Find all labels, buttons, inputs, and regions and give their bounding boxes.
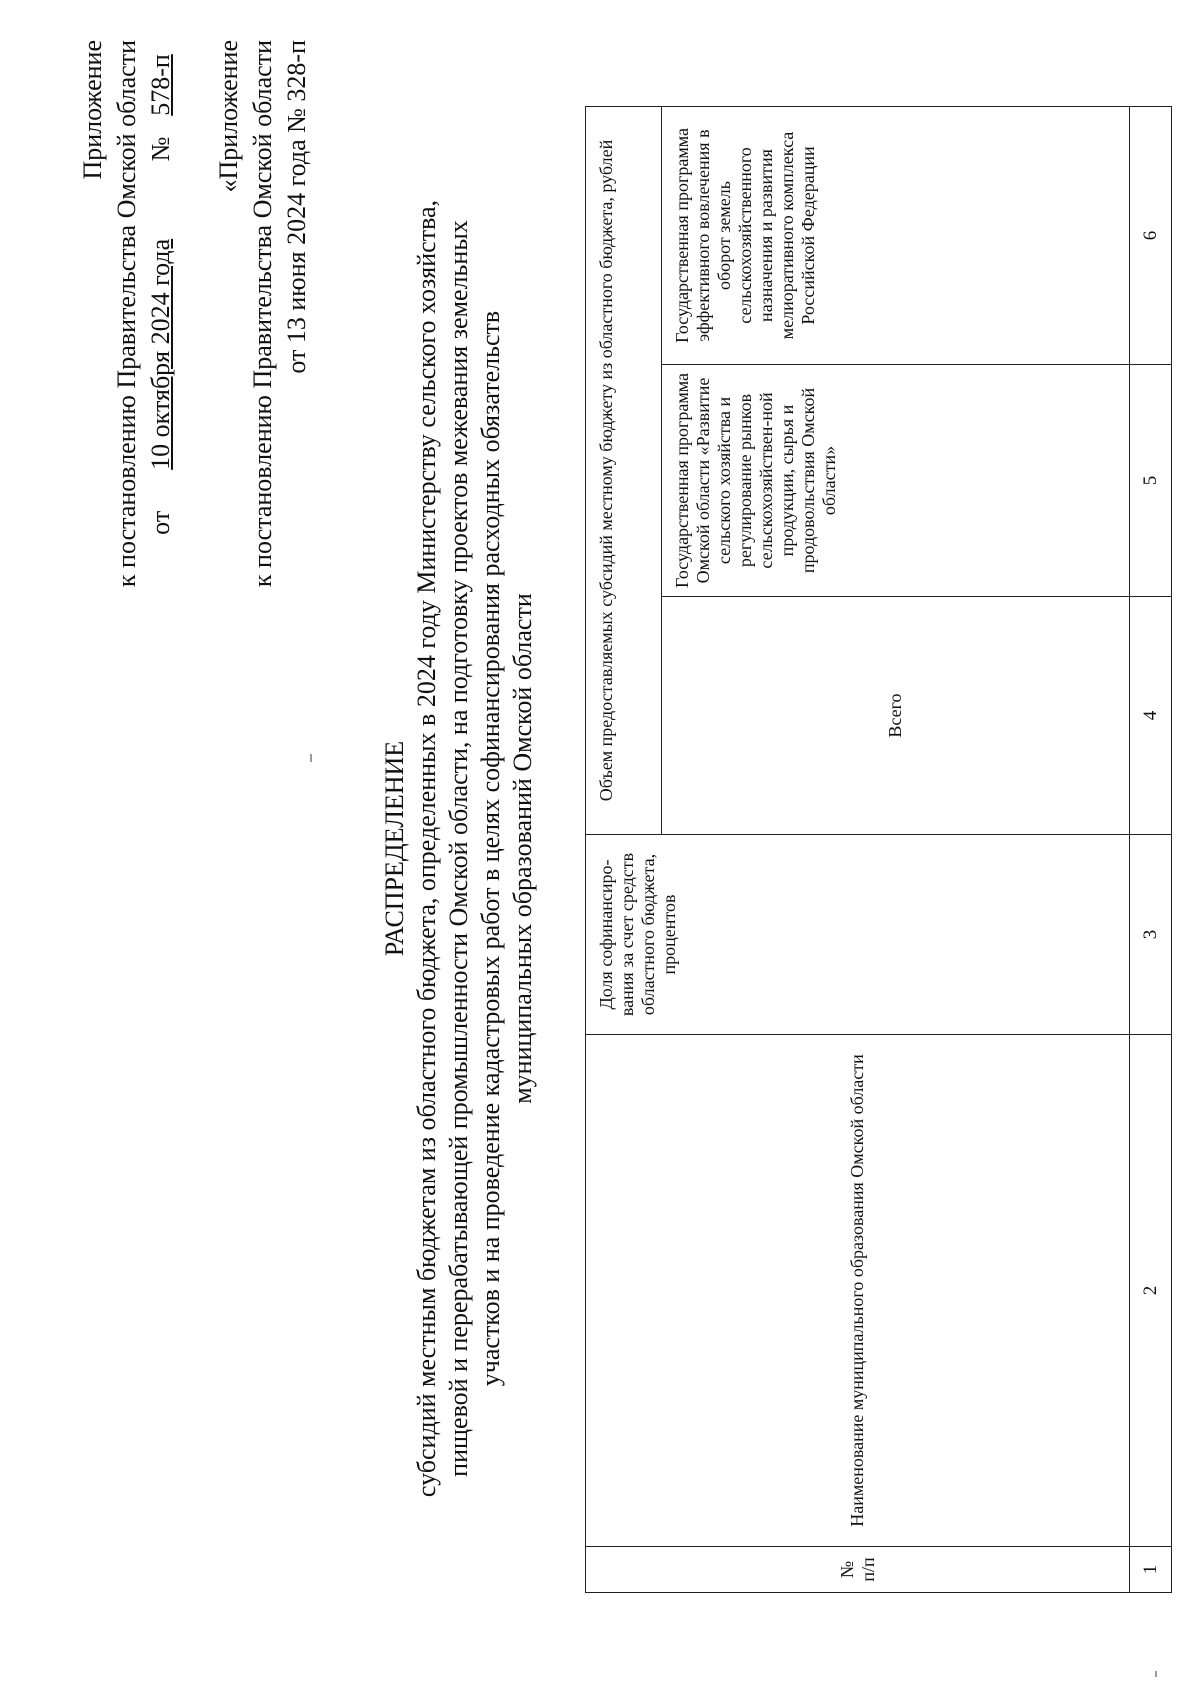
column-number-cell: 5: [1130, 365, 1172, 597]
header-cofinancing-share: Доля софинансиро-вания за счет средств областного бюджета, процентов: [586, 835, 1130, 1035]
decree-date-line: [146, 40, 176, 535]
scan-speck: [310, 754, 312, 762]
previous-decree-reference: к постановлению Правительства Омской области: [248, 40, 277, 588]
header-row-number: № п/п: [586, 1547, 1130, 1593]
number-prefix: №: [146, 136, 175, 162]
appendix-label: Приложение: [78, 40, 107, 180]
decree-date: 10 октября 2024 года: [146, 238, 175, 470]
document-subtitle-line: участков и на проведение кадастровых работ в целях софинансирования расходных обязательств: [476, 310, 505, 1387]
column-number-cell: 1: [1130, 1547, 1172, 1593]
previous-decree-date: от 13 июня 2024 года № 328-п: [282, 40, 311, 374]
from-prefix: от: [146, 510, 175, 535]
header-total: Всего: [662, 597, 1130, 835]
header-subsidy-volume: Объем предоставляемых субсидий местному бюджету из областного бюджета, рублей: [586, 106, 662, 834]
decree-reference: к постановлению Правительства Омской области: [112, 40, 141, 588]
decree-number: 578-п: [146, 54, 175, 116]
document-subtitle-line: пищевой и перерабатывающей промышленности Омской области, на подготовку проектов межевания земельных: [444, 220, 473, 1477]
document-subtitle-line: субсидий местным бюджетам из областного бюджета, определенных в 2024 году Министерству сельского хозяйства,: [412, 199, 441, 1498]
document-heading: РАСПРЕДЕЛЕНИЕ: [380, 740, 409, 957]
column-number-cell: 6: [1130, 106, 1172, 364]
column-number-cell: 3: [1130, 835, 1172, 1035]
column-number-cell: 2: [1130, 1035, 1172, 1547]
scan-speck: [1155, 1671, 1157, 1677]
column-number-cell: 4: [1130, 597, 1172, 835]
header-program-agriculture: Государственная программа Омской области «Развитие сельского хозяйства и регулирование рынков сельскохозяйствен-ной продукции, сырья и продовольствия Омской области»: [662, 365, 1130, 597]
document-subtitle-line: муниципальных образований Омской области: [508, 593, 537, 1104]
header-program-land-involvement: Государственная программа эффективного вовлечения в оборот земель сельскохозяйственного назначения и развития мелиоративного комплекса Российской Федерации: [662, 106, 1130, 364]
previous-appendix-label: «Приложение: [214, 40, 243, 193]
distribution-table: [585, 106, 1172, 1593]
header-municipality-name: Наименование муниципального образования Омской области: [586, 1035, 1130, 1547]
